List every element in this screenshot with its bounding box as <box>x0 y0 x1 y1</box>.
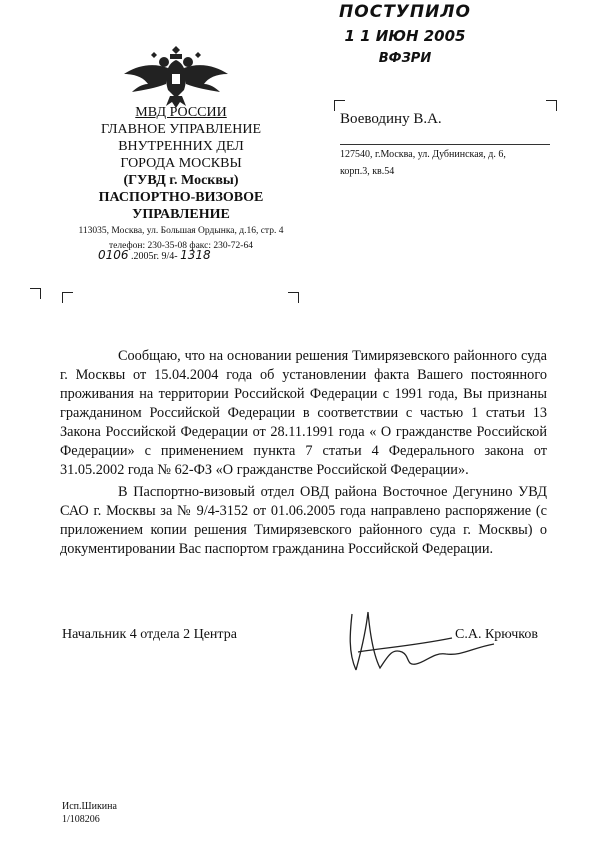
sender-block <box>62 104 300 253</box>
outgoing-year-text: .2005г. 9/4- <box>131 251 178 262</box>
sender-address: 113035, Москва, ул. Большая Ордынка, д.16, стр. 4 <box>78 226 284 236</box>
outgoing-day-month: 0106 <box>98 248 129 262</box>
body-paragraph-1: Сообщаю, что на основании решения Тимирязевского районного суда г. Москвы от 15.04.2004 года об установлении факта Вашего постоянного проживания на территории Российской Федерации с 1991 года, Вы признаны гражданином Российской Федерации в соответствии с частью 1 статьи 13 Закона Российской Федерации от 28.11.1991 года « О гражданстве Российской Федерации» с применением пункта 7 статьи 4 Федерального закона от 31.05.2002 года № 62-ФЗ «О гражданстве Российской Федерации». <box>60 348 547 478</box>
addressee-address-line1: 127540, г.Москва, ул. Дубнинская, д. 6, <box>340 149 506 160</box>
sender-org-line2: ГЛАВНОЕ УПРАВЛЕНИЕ <box>100 122 261 137</box>
signatory-title: Начальник 4 отдела 2 Центра <box>62 627 237 642</box>
incoming-stamp <box>330 2 480 66</box>
sender-org-line5: (ГУВД г. Москвы) <box>123 173 239 188</box>
letter-body <box>60 347 547 559</box>
signatory-name: С.А. Крючков <box>455 627 538 642</box>
stamp-date: 1 1 ИЮН 2005 <box>344 27 466 45</box>
outgoing-number <box>98 248 211 262</box>
corner-mark <box>62 292 73 303</box>
addressee-block <box>340 111 550 179</box>
addressee-name: Воеводину В.А. <box>340 111 550 145</box>
sender-org-line4: ГОРОДА МОСКВЫ <box>120 156 242 171</box>
sender-org-line6: ПАСПОРТНО-ВИЗОВОЕ <box>98 190 264 205</box>
sender-org-line3: ВНУТРЕННИХ ДЕЛ <box>118 139 244 154</box>
body-paragraph-2: В Паспортно-визовый отдел ОВД района Восточное Дегунино УВД САО г. Москвы за № 9/4-3152 от 01.06.2005 года направлено распоряжение (с приложением копии решения Тимирязевского районного суда г. Москвы) о документировании Вас паспортом гражданина Российской Федерации. <box>60 484 547 557</box>
stamp-department: ВФЗРИ <box>378 51 432 66</box>
eagle-emblem-icon <box>122 38 230 108</box>
sender-org-line7: УПРАВЛЕНИЕ <box>132 207 230 222</box>
corner-mark <box>546 100 557 111</box>
sender-phones: телефон: 230-35-08 факс: 230-72-64 <box>109 241 253 251</box>
corner-mark <box>288 292 299 303</box>
executor-label: Исп.Шикина <box>62 801 117 812</box>
corner-mark <box>334 100 345 111</box>
executor-ref: 1/108206 <box>62 814 100 825</box>
executor-block <box>62 800 117 826</box>
outgoing-reg-number: 1318 <box>180 248 211 262</box>
stamp-status: ПОСТУПИЛО <box>339 2 471 22</box>
sender-org-line1: МВД РОССИИ <box>135 105 227 120</box>
corner-mark <box>30 288 41 299</box>
addressee-address-line2: корп.3, кв.54 <box>340 166 395 177</box>
